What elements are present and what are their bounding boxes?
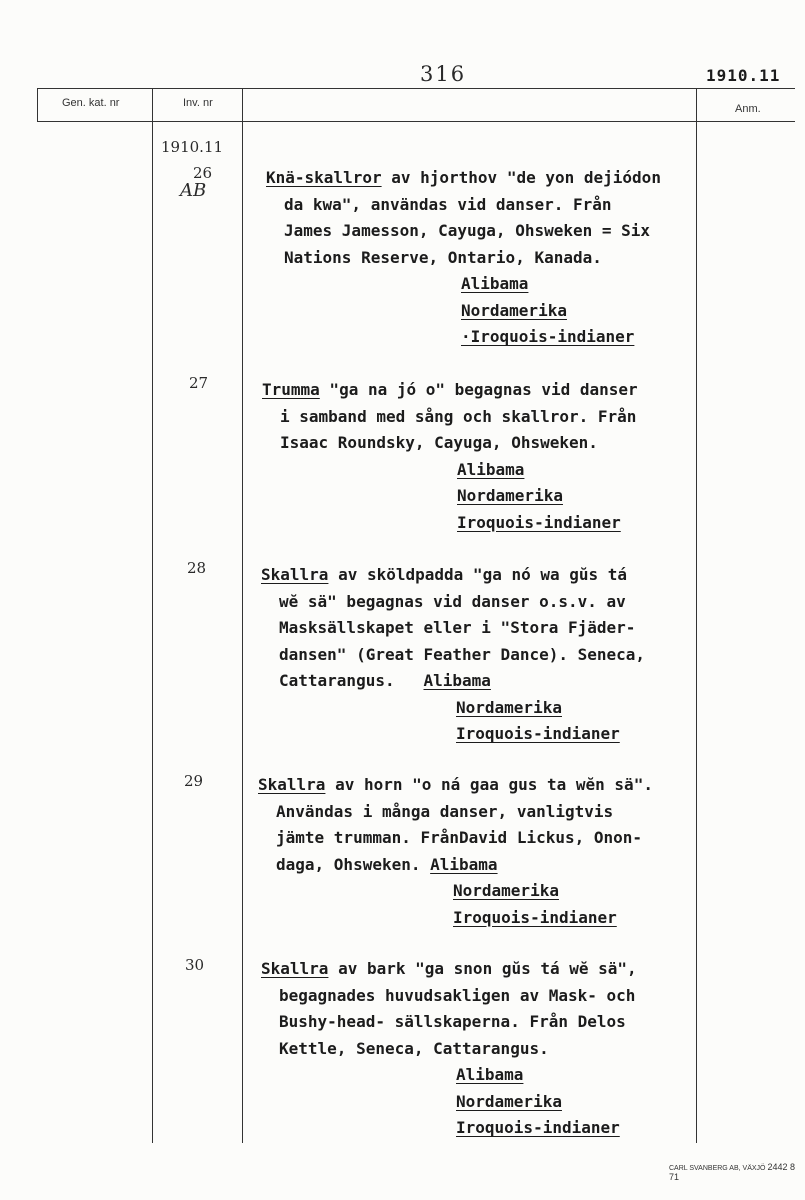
inv-number-28: 28 xyxy=(187,559,207,577)
entry-line: Nations Reserve, Ontario, Kanada. xyxy=(284,247,602,267)
form-code: 2442 8 71 xyxy=(669,1162,795,1182)
entry-line: James Jamesson, Cayuga, Ohsweken = Six xyxy=(284,221,651,240)
column-divider-left-edge xyxy=(37,88,38,121)
classification-people: Iroquois-indianer xyxy=(457,512,621,532)
classification-place: Alibama xyxy=(423,671,491,690)
classification-people: ·Iroquois-indianer xyxy=(461,327,635,346)
classification-region: Nordamerika xyxy=(456,1091,562,1111)
classification-place: Alibama xyxy=(461,274,529,293)
classification-region: Nordamerika xyxy=(461,300,567,320)
printer-name: CARL SVANBERG AB, VÄXJÖ xyxy=(669,1165,766,1172)
entry-line: Cattarangus. xyxy=(279,671,424,690)
entry-line: "ga na jó o" begagnas vid danser xyxy=(319,380,638,399)
inv-number-29: 29 xyxy=(184,772,204,790)
entry-term: Knä-skallror xyxy=(266,168,382,187)
column-header-gen-kat-nr: Gen. kat. nr xyxy=(62,97,120,109)
entry-line: wĕ sä" begagnas vid danser o.s.v. av xyxy=(279,591,626,611)
entry-line: av bark "ga snon gŭs tá wĕ sä", xyxy=(328,959,637,978)
entry-29 xyxy=(258,772,653,931)
entry-line: av hjorthov "de yon dejiódon xyxy=(381,168,661,187)
inv-number-27: 27 xyxy=(189,374,209,392)
entry-line: Bushy-head- sällskaperna. Från Delos xyxy=(279,1012,626,1031)
classification-region: Nordamerika xyxy=(457,486,563,505)
entry-line: i samband med sång och skallror. Från xyxy=(280,406,637,426)
column-header-anm: Anm. xyxy=(735,103,761,115)
entry-26 xyxy=(266,165,661,351)
classification-place: Alibama xyxy=(456,1065,524,1084)
entry-line: da kwa", användas vid danser. Från xyxy=(284,194,612,214)
entry-term: Skallra xyxy=(261,565,329,584)
header-rule xyxy=(37,121,795,122)
inv-number-26: 26 xyxy=(193,164,213,182)
classification-region: Nordamerika xyxy=(456,697,562,717)
entry-line: Kettle, Seneca, Cattarangus. xyxy=(279,1038,549,1058)
entry-27 xyxy=(262,377,638,536)
entry-line: jämte trumman. FrånDavid Lickus, Onon- xyxy=(276,828,643,847)
classification-region: Nordamerika xyxy=(453,881,559,900)
column-header-inv-nr: Inv. nr xyxy=(183,97,213,109)
entry-30 xyxy=(261,956,637,1142)
entry-line: Användas i många danser, vanligtvis xyxy=(276,801,614,821)
batch-date: 1910.11 xyxy=(161,138,224,156)
header-date: 1910.11 xyxy=(706,66,781,85)
entry-term: Skallra xyxy=(258,775,326,794)
entry-line: dansen" (Great Feather Dance). Seneca, xyxy=(279,644,646,664)
classification-place: Alibama xyxy=(457,459,525,479)
signature-initials: AB xyxy=(180,180,207,201)
entry-term: Skallra xyxy=(261,959,329,978)
classification-place: Alibama xyxy=(430,854,498,874)
column-divider-anm xyxy=(696,88,697,1143)
classification-people: Iroquois-indianer xyxy=(456,724,620,743)
entry-line: daga, Ohsweken. xyxy=(276,854,431,874)
entry-line: Isaac Roundsky, Cayuga, Ohsweken. xyxy=(280,433,598,452)
entry-line: Masksällskapet eller i "Stora Fjäder- xyxy=(279,618,636,637)
classification-people: Iroquois-indianer xyxy=(453,907,617,927)
classification-people: Iroquois-indianer xyxy=(456,1118,620,1137)
entry-line: av sköldpadda "ga nó wa gŭs tá xyxy=(328,565,628,584)
inv-number-30: 30 xyxy=(185,956,205,974)
top-rule xyxy=(37,88,795,89)
entry-line: av horn "o ná gaa gus ta wĕn sä". xyxy=(325,775,653,794)
entry-term: Trumma xyxy=(262,380,320,399)
page-number: 316 xyxy=(420,62,467,86)
entry-28 xyxy=(261,562,645,748)
entry-line: begagnades huvudsakligen av Mask- och xyxy=(279,985,636,1005)
column-divider-inv xyxy=(242,88,243,1143)
printer-footer xyxy=(669,1162,805,1182)
column-divider-gen xyxy=(152,88,153,1143)
